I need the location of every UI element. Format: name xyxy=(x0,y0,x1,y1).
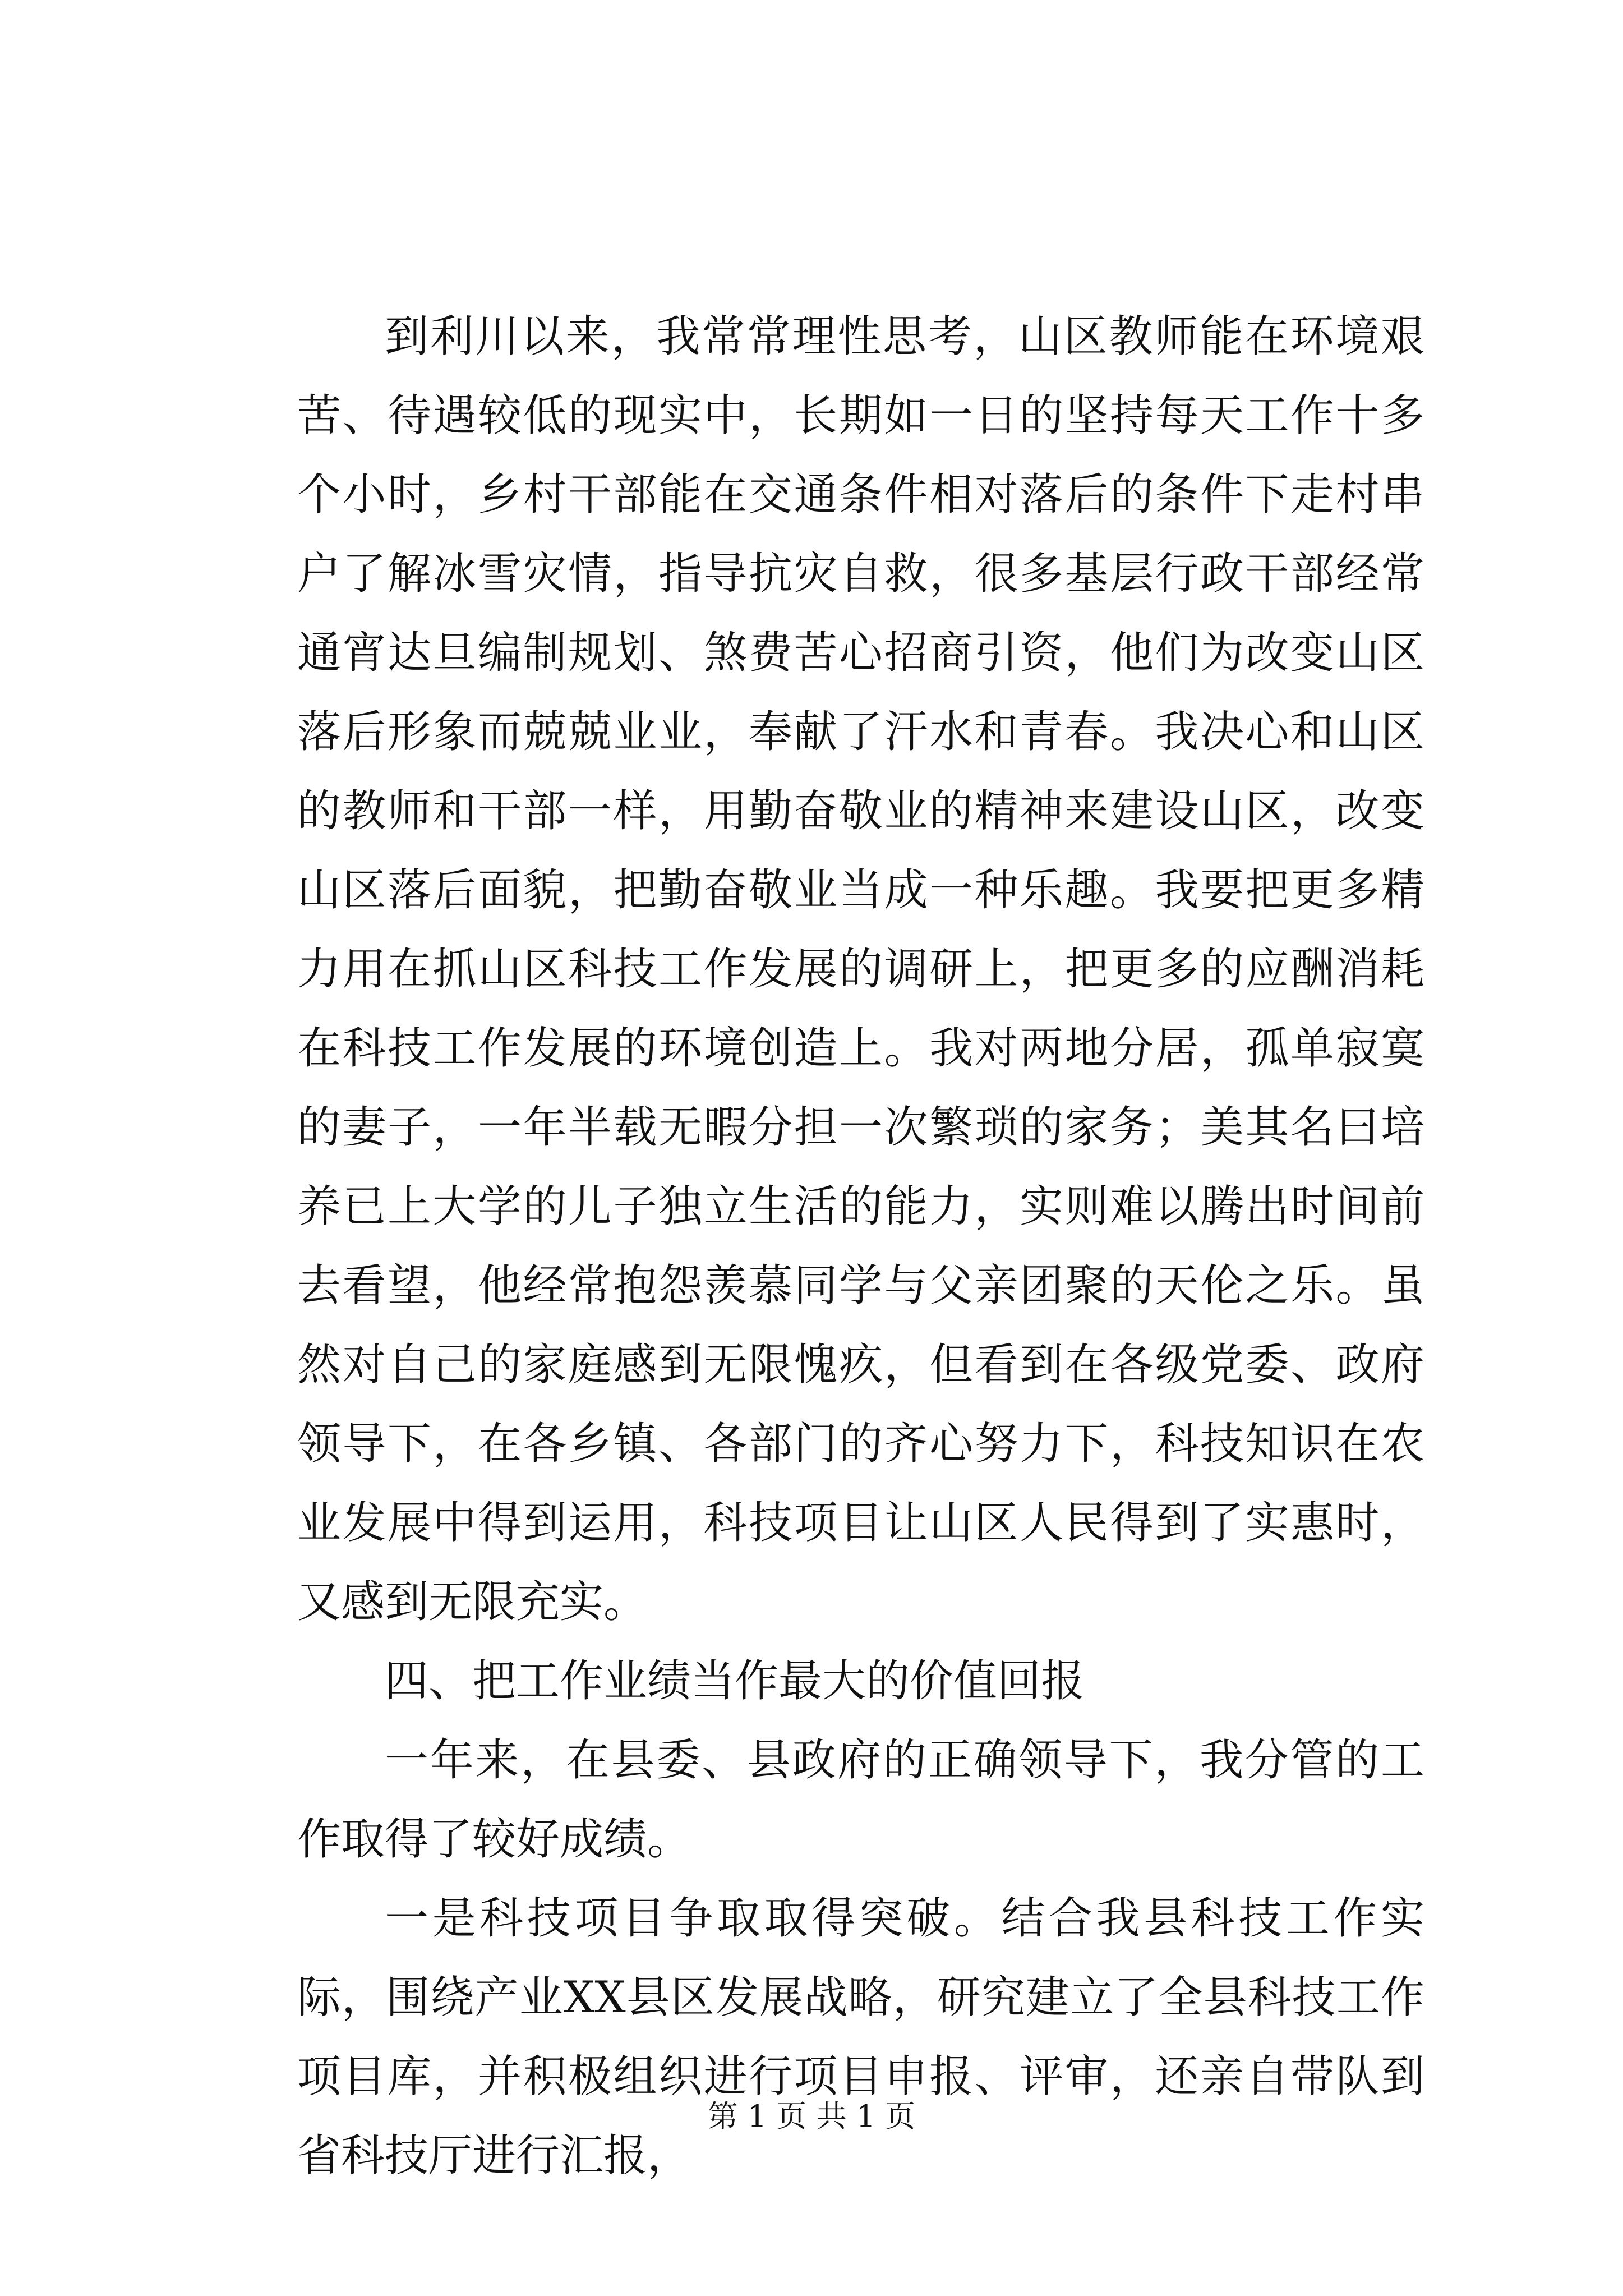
document-body xyxy=(297,297,1424,2196)
section-heading: 四、把工作业绩当作最大的价值回报 xyxy=(385,1656,1085,1706)
paragraph-reflection: 到利川以来，我常常理性思考，山区教师能在环境艰苦、待遇较低的现实中，长期如一日的坚持每天工作十多个小时，乡村干部能在交通条件相对落后的条件下走村串户了解冰雪灾情，指导抗灾自救，很多基层行政干部经常通宵达旦编制规划、煞费苦心招商引资，他们为改变山区落后形象而兢兢业业，奉献了汗水和青春。我决心和山区的教师和干部一样，用勤奋敬业的精神来建设山区，改变山区落后面貌，把勤奋敬业当成一种乐趣。我要把更多精力用在抓山区科技工作发展的调研上，把更多的应酬消耗在科技工作发展的环境创造上。我对两地分居，孤单寂寞的妻子，一年半载无暇分担一次繁琐的家务；美其名曰培养已上大学的儿子独立生活的能力，实则难以腾出时间前去看望，他经常抱怨羡慕同学与父亲团聚的天伦之乐。虽然对自己的家庭感到无限愧疚，但看到在各级党委、政府领导下，在各乡镇、各部门的齐心努力下，科技知识在农业发展中得到运用，科技项目让山区人民得到了实惠时，又感到无限充实。 xyxy=(297,311,1424,1627)
paragraph-summary: 一年来，在县委、县政府的正确领导下，我分管的工作取得了较好成绩。 xyxy=(297,1735,1424,1865)
page-footer: 第 1 页 共 1 页 xyxy=(707,2099,916,2134)
paragraph-achievement: 一是科技项目争取取得突破。结合我县科技工作实际，围绕产业XX县区发展战略，研究建立了全县科技工作项目库，并积极组织进行项目申报、评审，还亲自带队到省科技厅进行汇报， xyxy=(297,1893,1424,2181)
